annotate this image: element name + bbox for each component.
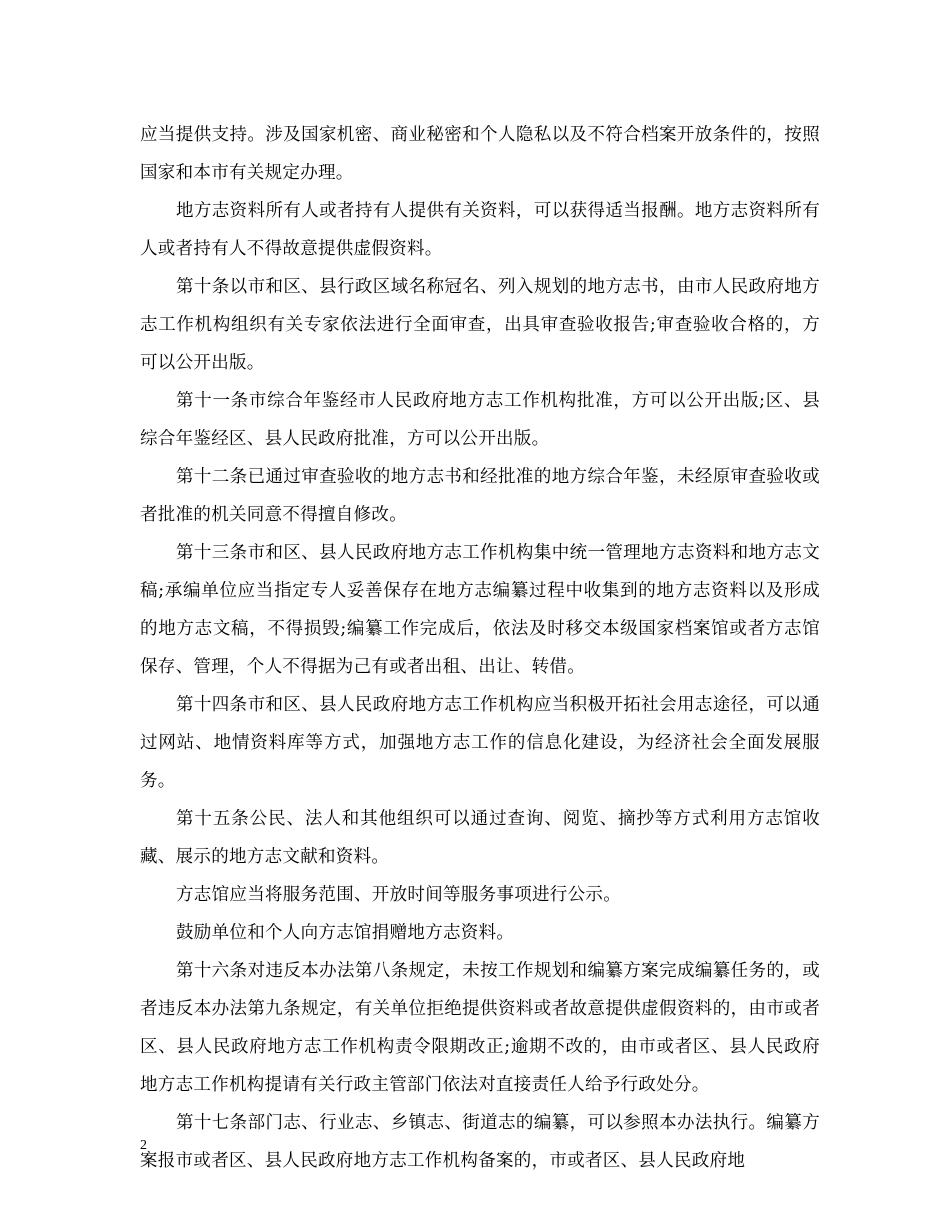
paragraph-article-15: 第十五条公民、法人和其他组织可以通过查询、阅览、摘抄等方式利用方志馆收藏、展示的地方志文献和资料。 — [140, 809, 820, 867]
page-number: 2 — [140, 1138, 147, 1153]
paragraph-article-12: 第十二条已通过审查验收的地方志书和经批准的地方综合年鉴，未经原审查验收或者批准的机关同意不得擅自修改。 — [140, 467, 820, 525]
paragraph-2: 地方志资料所有人或者持有人提供有关资料，可以获得适当报酬。地方志资料所有人或者持有人不得故意提供虚假资料。 — [140, 201, 820, 259]
paragraph-article-15-publicity: 方志馆应当将服务范围、开放时间等服务事项进行公示。 — [176, 885, 621, 905]
paragraph-article-10: 第十条以市和区、县行政区域名称冠名、列入规划的地方志书，由市人民政府地方志工作机构组织有关专家依法进行全面审查，出具审查验收报告;审查验收合格的，方可以公开出版。 — [140, 277, 820, 373]
paragraph-1: 应当提供支持。涉及国家机密、商业秘密和个人隐私以及不符合档案开放条件的，按照国家和本市有关规定办理。 — [140, 125, 820, 183]
paragraph-article-17: 第十七条部门志、行业志、乡镇志、街道志的编纂，可以参照本办法执行。编纂方案报市或者区、县人民政府地方志工作机构备案的，市或者区、县人民政府地 — [140, 1113, 820, 1171]
paragraph-article-13: 第十三条市和区、县人民政府地方志工作机构集中统一管理地方志资料和地方志文稿;承编单位应当指定专人妥善保存在地方志编纂过程中收集到的地方志资料以及形成的地方志文稿，不得损毁;编纂工作完成后，依法及时移交本级国家档案馆或者方志馆保存、管理，个人不得据为己有或者出租、出让、转借。 — [140, 543, 820, 677]
document-body — [140, 116, 820, 1180]
paragraph-article-16: 第十六条对违反本办法第八条规定，未按工作规划和编纂方案完成编纂任务的，或者违反本办法第九条规定，有关单位拒绝提供资料或者故意提供虚假资料的，由市或者区、县人民政府地方志工作机构责令限期改正;逾期不改的，由市或者区、县人民政府地方志工作机构提请有关行政主管部门依法对直接责任人给予行政处分。 — [140, 961, 820, 1095]
paragraph-article-15-donation: 鼓励单位和个人向方志馆捐赠地方志资料。 — [176, 923, 515, 943]
paragraph-article-14: 第十四条市和区、县人民政府地方志工作机构应当积极开拓社会用志途径，可以通过网站、地情资料库等方式，加强地方志工作的信息化建设，为经济社会全面发展服务。 — [140, 695, 820, 791]
paragraph-article-11: 第十一条市综合年鉴经市人民政府地方志工作机构批准，方可以公开出版;区、县综合年鉴经区、县人民政府批准，方可以公开出版。 — [140, 391, 820, 449]
